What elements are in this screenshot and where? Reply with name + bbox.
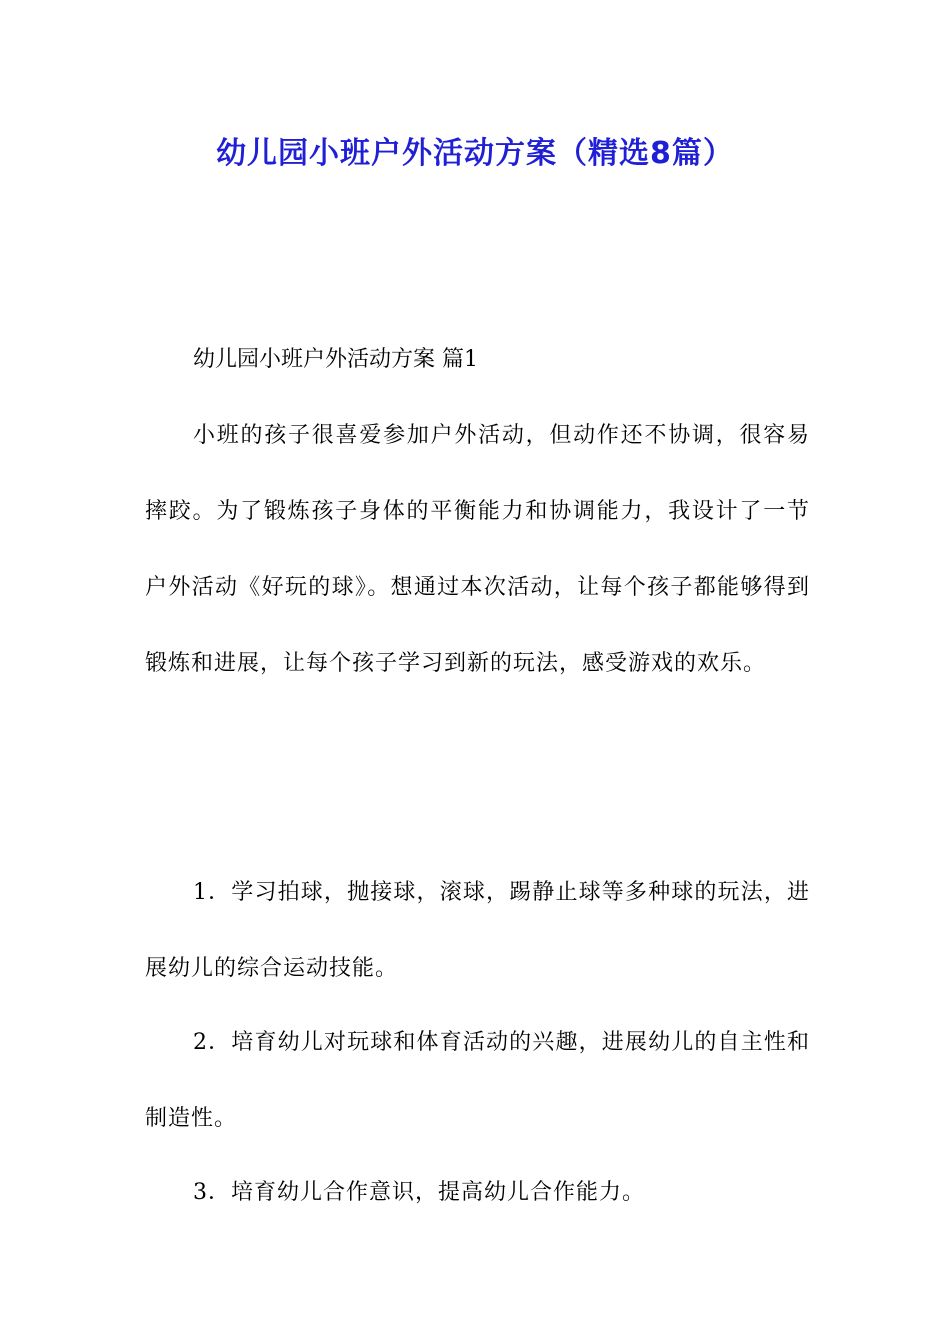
objective-item-3 — [145, 1155, 810, 1231]
objective-item-2 — [145, 1005, 810, 1157]
objective-text: 2．培育幼儿对玩球和体育活动的兴趣，进展幼儿的自主性和制造性。 — [145, 1030, 810, 1131]
objective-text: 3．培育幼儿合作意识，提高幼儿合作能力。 — [193, 1180, 645, 1205]
section-heading: 幼儿园小班户外活动方案 篇1 — [193, 347, 478, 372]
intro-paragraph-block — [145, 398, 810, 702]
objective-text: 1．学习拍球，抛接球，滚球，踢静止球等多种球的玩法，进展幼儿的综合运动技能。 — [145, 880, 810, 981]
intro-paragraph: 小班的孩子很喜爱参加户外活动，但动作还不协调，很容易摔跤。为了锻炼孩子身体的平衡能力和协调能力，我设计了一节户外活动《好玩的球》。想通过本次活动，让每个孩子都能够得到锻炼和进展，让每个孩子学习到新的玩法，感受游戏的欢乐。 — [145, 423, 810, 676]
document-title: 幼儿园小班户外活动方案（精选8篇） — [216, 136, 734, 171]
objective-item-1 — [145, 855, 810, 1007]
